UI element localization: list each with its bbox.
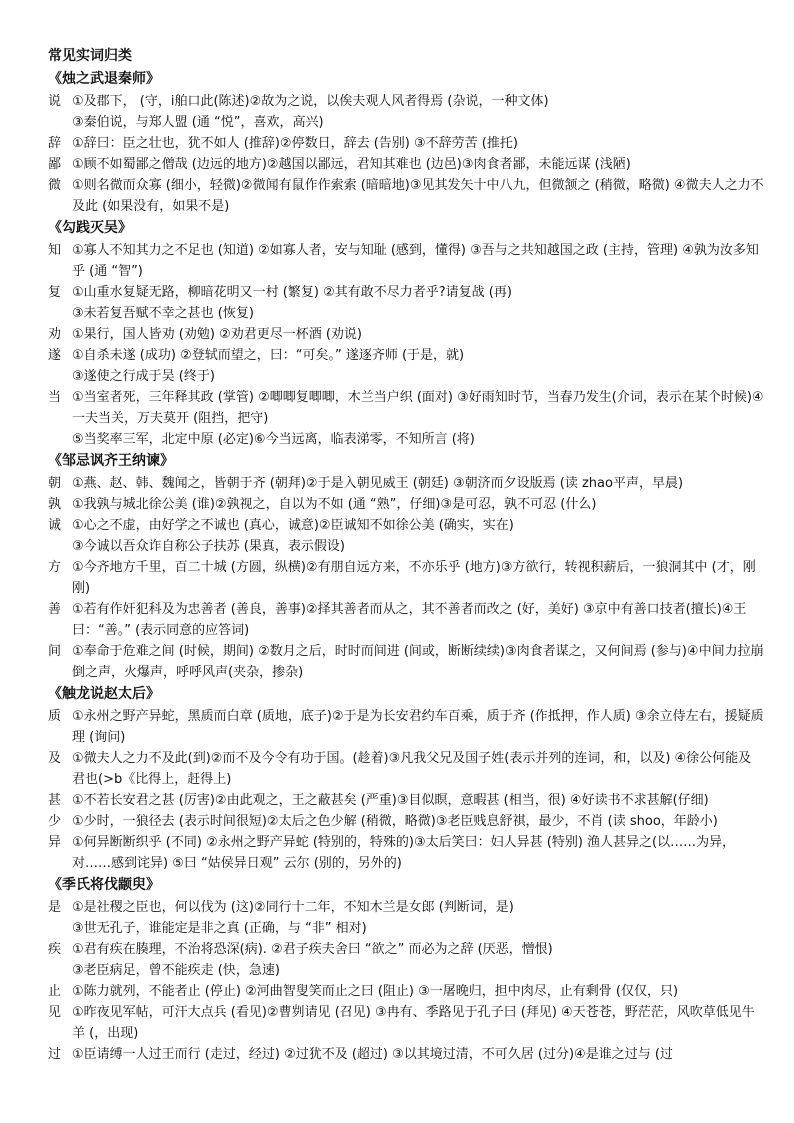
entry-definitions xyxy=(72,282,764,324)
vocab-entry xyxy=(48,154,764,175)
section-title: 《季氏将伐颛臾》 xyxy=(48,877,160,893)
section-title: 《邹忌讽齐王纳谏》 xyxy=(48,453,174,469)
definition-line: ③老臣病足，曾不能疾走 (快，急速) xyxy=(72,963,280,978)
entry-definitions xyxy=(72,154,764,175)
entry-definitions xyxy=(72,706,764,748)
entry-character: 朝 xyxy=(48,476,62,491)
entry-character: 复 xyxy=(48,285,62,300)
entry-definitions xyxy=(72,811,764,832)
vocab-entry xyxy=(48,832,764,874)
definition-line: ①及郡下， (守，i舶口此(陈述)②故为之说，以俟夫观人风者得焉 (杂说，一种文体) xyxy=(72,94,549,109)
entry-definitions xyxy=(72,557,764,599)
entry-character: 当 xyxy=(48,390,62,405)
definition-line: ①陈力就列，不能者止 (停止) ②河曲智叟笑而止之曰 (阻止) ③一屠晚归，担中肉尽，止有剩骨 (仅仅，只) xyxy=(72,984,679,999)
entry-definitions xyxy=(72,91,764,133)
definition-line: ①微夫人之力不及此(到)②而不及今令有功于国。(趁着)③凡我父兄及国子姓(表示并列的连词，和，以及) ④徐公何能及君也(>b《比得上，赶得上) xyxy=(72,751,752,787)
entry-character: 诚 xyxy=(48,518,62,533)
definition-line: ①若有作奸犯科及为忠善者 (善良，善事)②择其善者而从之，其不善者而改之 (好，美好) ③京中有善口技者(擅长)④王曰：“善。” (表示同意的应答词) xyxy=(72,602,747,638)
definition-line: ①奉命于危难之间 (时候，期间) ②数月之后，时时而间进 (间或，断断续续)③肉食者谋之，又何间焉 (参与)④中间力拉崩倒之声，火爆声，呼呼风声(夹杂，掺杂) xyxy=(72,644,764,680)
entry-definitions xyxy=(72,345,764,387)
vocab-entry xyxy=(48,1044,764,1065)
entry-definitions xyxy=(72,387,764,450)
definition-line: ③今诚以吾众诈自称公子扶苏 (果真，表示假设) xyxy=(72,539,345,554)
entry-character: 劝 xyxy=(48,327,62,342)
entry-character: 知 xyxy=(48,243,62,258)
entry-definitions xyxy=(72,240,764,282)
document-title: 常见实词归类 xyxy=(48,48,132,64)
section-title: 《烛之武退秦师》 xyxy=(48,71,160,87)
section-title: 《触龙说赵太后》 xyxy=(48,686,160,702)
entry-definitions xyxy=(72,748,764,790)
definition-line: ①山重水复疑无路，柳暗花明又一村 (繁复) ②其有敢不尽力者乎?请复战 (再) xyxy=(72,285,512,300)
entry-character: 异 xyxy=(48,835,62,850)
vocab-entry xyxy=(48,811,764,832)
definition-line: ①永州之野产异蛇，黑质而白章 (质地，底子)②于是为长安君约车百乘，质于齐 (作抵押，作人质) ③余立侍左右，援疑质理 (询问) xyxy=(72,709,764,745)
entry-character: 善 xyxy=(48,602,62,617)
definition-line: ①果行，国人皆劝 (劝勉) ②劝君更尽一杯酒 (劝说) xyxy=(72,327,362,342)
entry-definitions xyxy=(72,641,764,683)
entry-character: 甚 xyxy=(48,793,62,808)
entry-definitions xyxy=(72,133,764,154)
definition-line: ③世无孔子，谁能定是非之真 (正确，与 “非” 相对) xyxy=(72,921,367,936)
entry-character: 止 xyxy=(48,984,62,999)
entry-character: 说 xyxy=(48,94,62,109)
entry-character: 少 xyxy=(48,814,62,829)
vocab-entry xyxy=(48,641,764,683)
vocab-entry xyxy=(48,557,764,599)
vocab-entry xyxy=(48,939,764,981)
vocab-entry xyxy=(48,706,764,748)
document-page xyxy=(48,44,764,1065)
vocab-entry xyxy=(48,790,764,811)
entry-definitions xyxy=(72,832,764,874)
vocab-entry xyxy=(48,175,764,217)
vocab-entry xyxy=(48,240,764,282)
definition-line: ①顾不如蜀鄙之僧哉 (边远的地方)②越国以鄙远，君知其难也 (边邑)③肉食者鄙，未能远谋 (浅陋) xyxy=(72,157,631,172)
entry-definitions xyxy=(72,981,764,1002)
vocab-entry xyxy=(48,981,764,1002)
entry-character: 微 xyxy=(48,178,62,193)
entry-definitions xyxy=(72,324,764,345)
vocab-entry xyxy=(48,1002,764,1044)
entry-character: 间 xyxy=(48,644,62,659)
entry-character: 过 xyxy=(48,1047,62,1062)
definition-line: ①燕、赵、韩、魏闻之，皆朝于齐 (朝拜)②于是入朝见威王 (朝廷) ③朝济而夕设版焉 (读 zhao平声，早晨) xyxy=(72,476,684,491)
definition-line: ⑤当奖率三军，北定中原 (必定)⑥今当远离，临表涕零，不知所言 (将) xyxy=(72,432,475,447)
vocab-entry xyxy=(48,133,764,154)
entry-character: 鄙 xyxy=(48,157,62,172)
definition-line: ①不若长安君之甚 (厉害)②由此观之，王之蔽甚矣 (严重)③目似瞑，意暇甚 (相当，很) ④好读书不求甚解(仔细) xyxy=(72,793,709,808)
vocab-entry xyxy=(48,515,764,557)
definition-line: ①今齐地方千里，百二十城 (方圆，纵横)②有朋自远方来，不亦乐乎 (地方)③方欲行，转视积薪后，一狼洞其中 (才，刚刚) xyxy=(72,560,756,596)
section-title: 《勾践灭吴》 xyxy=(48,220,132,236)
entry-definitions xyxy=(72,1044,764,1065)
vocab-entry xyxy=(48,91,764,133)
definition-line: ①心之不虚，由好学之不诚也 (真心，诚意)②臣诚知不如徐公美 (确实，实在) xyxy=(72,518,514,533)
definition-line: ①臣请缚一人过王而行 (走过，经过) ②过犹不及 (超过) ③以其境过清，不可久居 (过分)④是谁之过与 (过 xyxy=(72,1047,673,1062)
vocab-entry xyxy=(48,748,764,790)
definition-line: ①辞曰：臣之壮也，犹不如人 (推辞)②停数日，辞去 (告别) ③不辞劳苦 (推托) xyxy=(72,136,518,151)
definition-line: ①昨夜见军帖，可汗大点兵 (看见)②曹刿请见 (召见) ③冉有、季路见于孔子曰 (拜见) ④天苍苍，野茫茫，风吹草低见牛羊 (，出现) xyxy=(72,1005,755,1041)
entry-character: 疾 xyxy=(48,942,62,957)
entry-character: 孰 xyxy=(48,497,62,512)
entry-character: 及 xyxy=(48,751,62,766)
entry-definitions xyxy=(72,515,764,557)
entry-definitions xyxy=(72,473,764,494)
vocab-entry xyxy=(48,282,764,324)
definition-line: ③秦伯说，与郑人盟 (通 “悦”，喜欢，高兴) xyxy=(72,115,324,130)
entry-definitions xyxy=(72,897,764,939)
entry-character: 方 xyxy=(48,560,62,575)
definition-line: ①是社稷之臣也，何以伐为 (这)②同行十二年，不知木兰是女郎 (判断词，是) xyxy=(72,900,514,915)
definition-line: ①君有疾在腠理，不治将恐深(病). ②君子疾夫舍曰 “欲之” 而必为之辞 (厌恶，憎恨) xyxy=(72,942,553,957)
entry-definitions xyxy=(72,939,764,981)
entry-definitions xyxy=(72,175,764,217)
definition-line: ③未若复吾赋不幸之甚也 (恢复) xyxy=(72,306,254,321)
vocab-entry xyxy=(48,345,764,387)
definition-line: ①自杀未遂 (成功) ②登轼而望之，曰：“可矣。” 遂逐齐师 (于是，就) xyxy=(72,348,465,363)
vocab-entry xyxy=(48,387,764,450)
entry-character: 质 xyxy=(48,709,62,724)
definition-line: ①我孰与城北徐公美 (谁)②孰视之，自以为不如 (通 “熟”，仔细)③是可忍，孰不可忍 (什么) xyxy=(72,497,597,512)
definition-line: ①当室者死，三年释其政 (掌管) ②唧唧复唧唧，木兰当户织 (面对) ③好雨知时节，当春乃发生(介词，表示在某个时候)④一夫当关，万夫莫开 (阻挡，把守) xyxy=(72,390,764,426)
entry-character: 是 xyxy=(48,900,62,915)
vocab-entry xyxy=(48,494,764,515)
entry-definitions xyxy=(72,494,764,515)
definition-line: ①少时，一狼径去 (表示时间很短)②太后之色少解 (稍微，略微)③老臣贱息舒祺，最少，不肖 (读 shoo，年龄小) xyxy=(72,814,718,829)
definition-line: ①则名微而众寡 (细小，轻微)②微闻有鼠作作索索 (暗暗地)③见其发矢十中八九，但微颔之 (稍微，略微) ④微夫人之力不及此 (如果没有，如果不是) xyxy=(72,178,764,214)
entry-character: 遂 xyxy=(48,348,62,363)
entry-character: 辞 xyxy=(48,136,62,151)
vocab-entry xyxy=(48,897,764,939)
entry-definitions xyxy=(72,599,764,641)
definition-line: ①何异断断织乎 (不同) ②永州之野产异蛇 (特别的，特殊的)③太后笑曰：妇人异甚 (特别) 渔人甚异之(以……为异，对……感到诧异) ⑤曰 “姑侯异日观” 云尔 (别的，另外的) xyxy=(72,835,736,871)
definition-line: ①寡人不知其力之不足也 (知道) ②如寡人者，安与知耻 (感到，懂得) ③吾与之共知越国之政 (主持，管理) ④孰为汝多知乎 (通 “智”) xyxy=(72,243,759,279)
vocab-entry xyxy=(48,599,764,641)
entry-definitions xyxy=(72,1002,764,1044)
entry-definitions xyxy=(72,790,764,811)
entry-character: 见 xyxy=(48,1005,62,1020)
vocab-entry xyxy=(48,473,764,494)
definition-line: ③遂使之行成于吴 (终于) xyxy=(72,369,215,384)
vocab-entry xyxy=(48,324,764,345)
